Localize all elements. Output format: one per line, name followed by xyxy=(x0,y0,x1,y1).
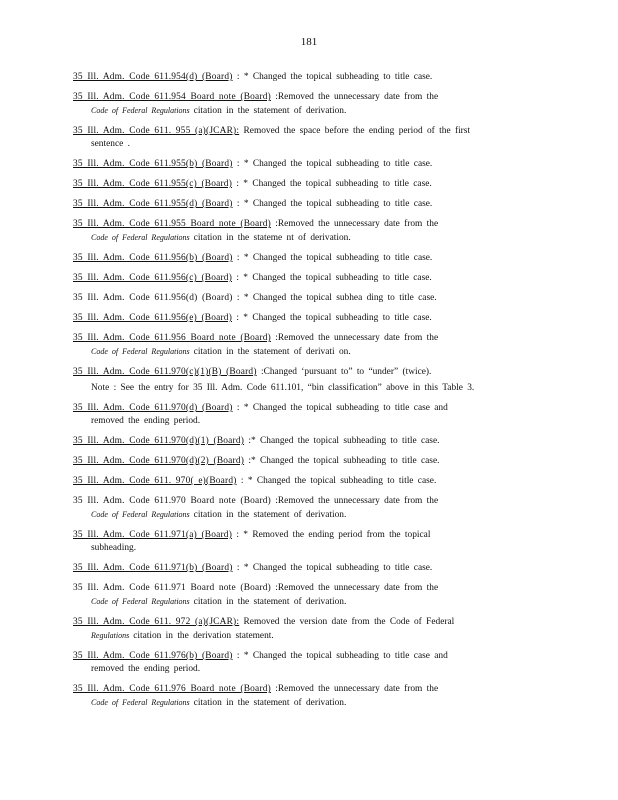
change-entry xyxy=(73,332,543,359)
entry-citation: 35 Ill. Adm. Code 611.970 Board note (Board) xyxy=(73,496,271,506)
change-entry xyxy=(73,272,543,285)
entry-description: Removed the version date from the Code of Federal xyxy=(239,617,455,627)
entry-description: :Changed ‘pursuant to” to “under” (twice). xyxy=(256,367,432,377)
entry-citation: 35 Ill. Adm. Code 611.970(c)(1)(B) (Board) xyxy=(73,367,257,377)
change-entry xyxy=(73,366,543,379)
entry-description: :Removed the unnecessary date from the xyxy=(270,583,439,593)
change-entry xyxy=(73,198,543,211)
entry-citation: 35 Ill. Adm. Code 611.971(a) (Board) xyxy=(73,530,233,540)
entry-citation: 35 Ill. Adm. Code 611.971 Board note (Board) xyxy=(73,583,271,593)
change-entry xyxy=(73,529,543,555)
entry-citation: 35 Ill. Adm. Code 611.956(e) (Board) xyxy=(73,313,233,323)
continuation-tail: citation in the statement of derivation. xyxy=(193,106,347,116)
italic-citation-title: Code of Federal Regulations xyxy=(91,597,194,606)
entry-description: :Removed the unnecessary date from the xyxy=(270,333,439,343)
entry-description: : * Changed the topical subheading to title case. xyxy=(232,179,432,189)
change-entry xyxy=(73,312,543,325)
entry-citation: 35 Ill. Adm. Code 611.976(b) (Board) xyxy=(73,651,233,661)
entry-continuation xyxy=(73,104,543,118)
continuation-text: removed the ending period. xyxy=(91,416,201,426)
entry-description: :* Changed the topical subheading to title case. xyxy=(244,436,440,446)
entry-citation: 35 Ill. Adm. Code 611. 972 (a)(JCAR): xyxy=(73,617,240,627)
change-entry xyxy=(73,455,543,468)
entry-description: : * Changed the topical subheading to title case. xyxy=(232,253,433,263)
entry-continuation xyxy=(73,542,543,555)
change-entry xyxy=(73,683,543,710)
change-entry xyxy=(73,650,543,676)
entry-description: : * Changed the topical subheading to title case. xyxy=(232,159,433,169)
change-entry xyxy=(73,218,543,245)
entry-continuation xyxy=(73,415,543,428)
entry-citation: 35 Ill. Adm. Code 611.955(c) (Board) xyxy=(73,179,233,189)
entry-continuation xyxy=(73,231,543,245)
entry-description: : * Changed the topical subheading to title case. xyxy=(232,273,432,283)
entry-description: :Removed the unnecessary date from the xyxy=(270,496,439,506)
continuation-tail: citation in the stateme nt of derivation. xyxy=(193,233,351,243)
continuation-text: subheading. xyxy=(91,543,137,553)
italic-citation-title: Code of Federal Regulations xyxy=(91,106,194,115)
entry-description: : * Changed the topical subheading to title case. xyxy=(236,476,437,486)
entry-citation: 35 Ill. Adm. Code 611.956 Board note (Board) xyxy=(73,333,271,343)
entry-citation: 35 Ill. Adm. Code 611.956(c) (Board) xyxy=(73,273,233,283)
change-entry xyxy=(73,435,543,448)
change-entry xyxy=(73,252,543,265)
change-entry xyxy=(73,71,543,84)
entry-description: :Removed the unnecessary date from the xyxy=(270,219,439,229)
continuation-tail: citation in the statement of derivation. xyxy=(193,510,347,520)
entry-description: :Removed the unnecessary date from the xyxy=(270,92,439,102)
change-entry xyxy=(73,475,543,488)
entry-citation: 35 Ill. Adm. Code 611.955 Board note (Board) xyxy=(73,219,271,229)
change-entry xyxy=(73,562,543,575)
entry-citation: 35 Ill. Adm. Code 611.970(d) (Board) xyxy=(73,403,233,413)
continuation-tail: citation in the derivation statement. xyxy=(133,631,274,641)
entry-citation: 35 Ill. Adm. Code 611.971(b) (Board) xyxy=(73,563,233,573)
entry-citation: 35 Ill. Adm. Code 611.970(d)(1) (Board) xyxy=(73,436,245,446)
entry-citation: 35 Ill. Adm. Code 611. 970( e)(Board) xyxy=(73,476,237,486)
entry-citation: 35 Ill. Adm. Code 611.956(b) (Board) xyxy=(73,253,233,263)
entry-description: : * Changed the topical subheading to title case. xyxy=(232,199,433,209)
italic-citation-title: Code of Federal Regulations xyxy=(91,510,194,519)
entry-citation: 35 Ill. Adm. Code 611.955(d) (Board) xyxy=(73,199,233,209)
italic-citation-title: Code of Federal Regulations xyxy=(91,233,194,242)
entry-description: : * Changed the topical subheading to title case and xyxy=(232,651,448,661)
entry-continuation xyxy=(73,696,543,710)
change-entry xyxy=(73,402,543,428)
change-entry xyxy=(73,178,543,191)
entry-continuation xyxy=(73,595,543,609)
page-number: 181 xyxy=(300,36,318,48)
entry-description: : * Changed the topical subheading to title case. xyxy=(232,72,433,82)
entry-description: Removed the space before the ending period of the first xyxy=(239,126,471,136)
continuation-tail: citation in the statement of derivation. xyxy=(193,597,347,607)
continuation-text: removed the ending period. xyxy=(91,664,201,674)
entry-description: :* Changed the topical subheading to title case. xyxy=(244,456,440,466)
change-entry xyxy=(73,91,543,118)
entry-continuation xyxy=(73,508,543,522)
entry-citation: 35 Ill. Adm. Code 611. 955 (a)(JCAR): xyxy=(73,126,240,136)
table-note: Note : See the entry for 35 Ill. Adm. Code 611.101, “bin classification” above in this Table 3. xyxy=(91,383,475,393)
entry-description: : * Removed the ending period from the topical xyxy=(232,530,431,540)
entry-citation: 35 Ill. Adm. Code 611.954(d) (Board) xyxy=(73,72,233,82)
entry-description: : * Changed the topical subhea ding to title case. xyxy=(232,293,437,303)
entry-citation: 35 Ill. Adm. Code 611.954 Board note (Board) xyxy=(73,92,271,102)
entry-citation: 35 Ill. Adm. Code 611.976 Board note (Board) xyxy=(73,684,271,694)
entries-list xyxy=(73,71,543,717)
entry-continuation xyxy=(73,663,543,676)
entry-citation: 35 Ill. Adm. Code 611.956(d) (Board) xyxy=(73,293,233,303)
italic-citation-title: Code of Federal Regulations xyxy=(91,347,194,356)
italic-citation-title: Regulations xyxy=(91,631,134,640)
entry-description: : * Changed the topical subheading to title case. xyxy=(232,563,433,573)
change-entry xyxy=(73,292,543,305)
change-entry xyxy=(73,582,543,609)
change-entry xyxy=(73,616,543,643)
entry-citation: 35 Ill. Adm. Code 611.955(b) (Board) xyxy=(73,159,233,169)
entry-description: : * Changed the topical subheading to title case and xyxy=(232,403,448,413)
entry-continuation xyxy=(73,138,543,151)
entry-description: : * Changed the topical subheading to title case. xyxy=(232,313,432,323)
entry-description: :Removed the unnecessary date from the xyxy=(270,684,439,694)
entry-continuation xyxy=(73,629,543,643)
change-entry xyxy=(73,125,543,151)
continuation-text: sentence . xyxy=(91,139,130,149)
continuation-tail: citation in the statement of derivati on. xyxy=(193,347,351,357)
entry-citation: 35 Ill. Adm. Code 611.970(d)(2) (Board) xyxy=(73,456,245,466)
change-entry xyxy=(73,158,543,171)
continuation-tail: citation in the statement of derivation. xyxy=(193,698,347,708)
change-entry xyxy=(73,495,543,522)
entry-continuation xyxy=(73,345,543,359)
italic-citation-title: Code of Federal Regulations xyxy=(91,698,194,707)
